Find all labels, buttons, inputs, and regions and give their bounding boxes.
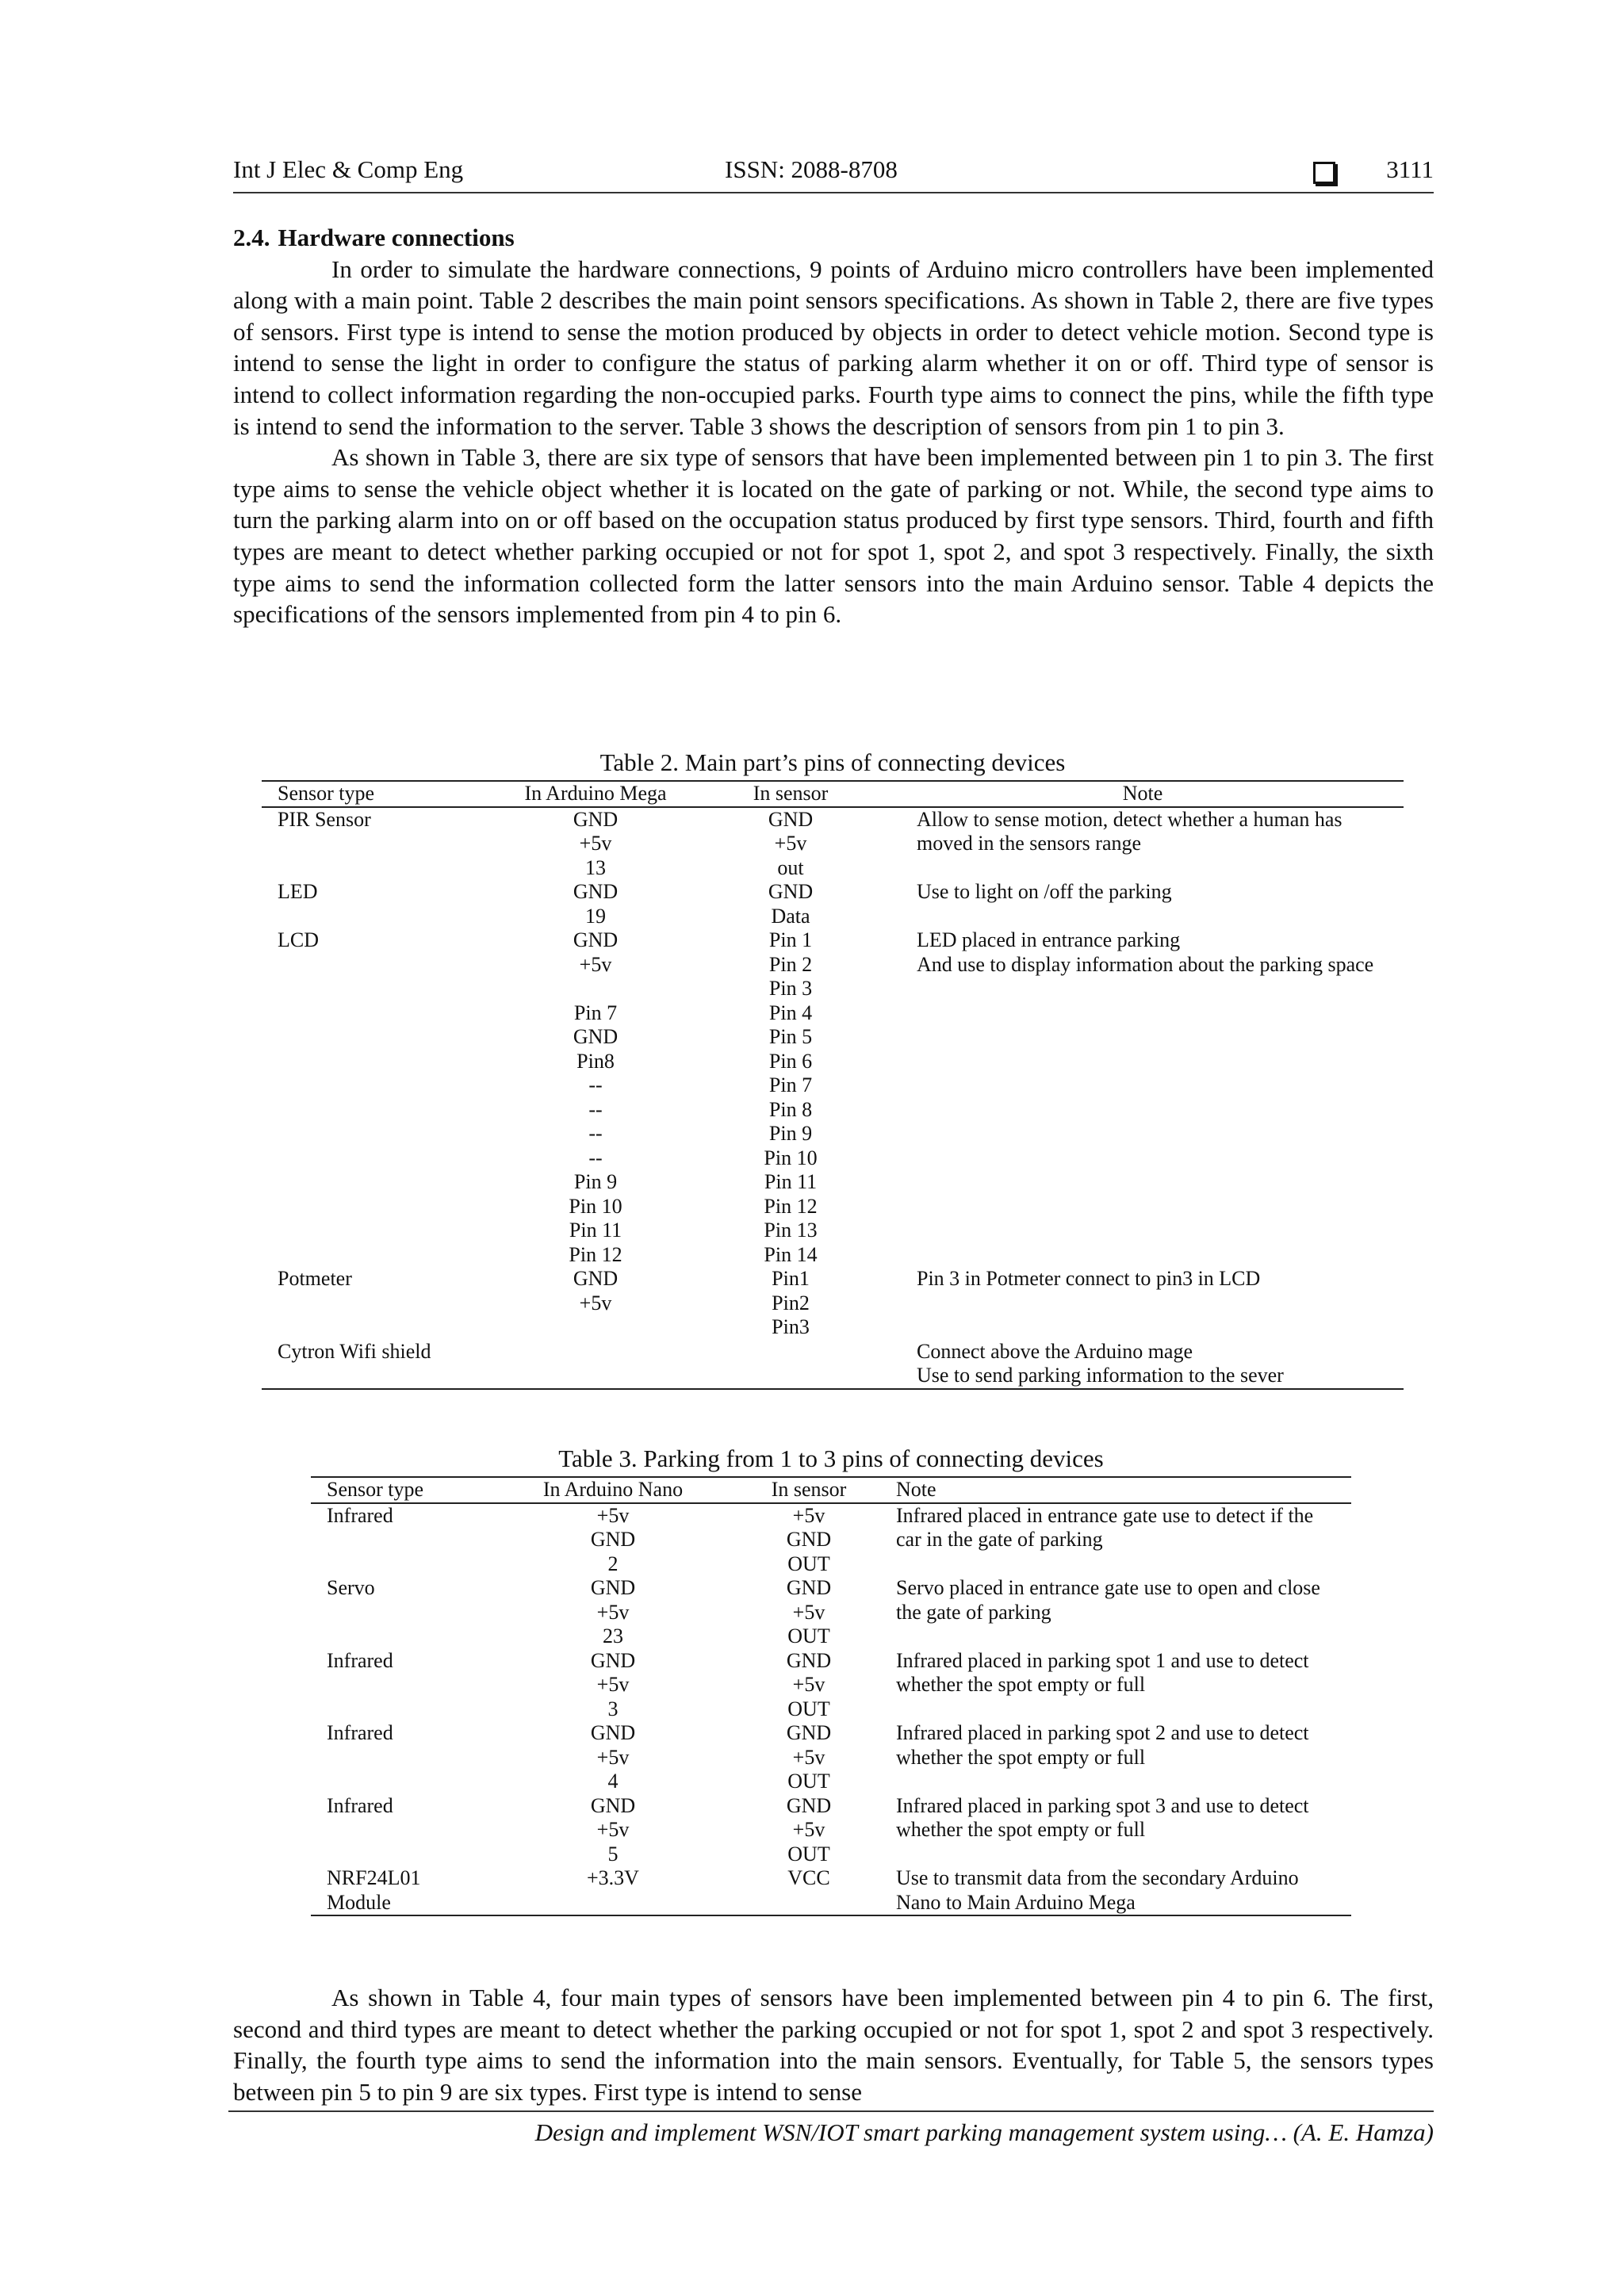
table-cell (262, 1195, 492, 1219)
table-cell: Pin 9 (768, 1122, 813, 1145)
table-cell (879, 1624, 1351, 1649)
table-cell (311, 1552, 487, 1577)
section-number: 2.4. (233, 224, 270, 251)
table-row (311, 1794, 1351, 1819)
table-cell (699, 1340, 882, 1364)
table-cell: +5v (792, 1745, 825, 1769)
table-cell (882, 1098, 1404, 1123)
table-row (311, 1649, 1351, 1674)
table-cell (882, 905, 1404, 929)
table-cell (262, 905, 492, 929)
table-row (262, 1243, 1404, 1268)
table-cell: GND (590, 1648, 636, 1672)
table-cell: whether the spot empty or full (896, 1673, 1146, 1696)
paragraph: As shown in Table 4, four main types of sensors have been implemented between pin 4 to pin 6. The first, second and third types are meant to detect whether the parking occupied or not for spot 1, spot 2 and spot 3 respectively. Finally, the fourth type aims to send the information into the main sensors. Eventually, for Table 5, the sensors types between pin 5 to pin 9 are six types. First type is intend to sense (233, 1984, 1434, 2106)
table-cell: 19 (585, 904, 606, 928)
column-header: Note (896, 1478, 936, 1501)
table-cell: 3 (607, 1697, 619, 1720)
table-cell: Pin 3 (768, 977, 813, 1000)
table-cell: +5v (596, 1745, 630, 1769)
table-cell (882, 1170, 1404, 1195)
table-cell: Module (327, 1890, 391, 1914)
table-row (262, 880, 1404, 905)
table-cell (262, 1073, 492, 1098)
section-title: Hardware connections (278, 224, 515, 251)
table-cell (882, 1219, 1404, 1243)
table-cell: GND (573, 928, 619, 951)
column-header: In Arduino Mega (524, 782, 667, 805)
table-cell: Infrared placed in parking spot 2 and use to detect (896, 1721, 1309, 1744)
table-cell: -- (588, 1097, 603, 1121)
table-cell (262, 1146, 492, 1171)
table-cell: GND (590, 1576, 636, 1599)
table-cell: Pin 11 (764, 1170, 818, 1193)
table-cell: Pin 14 (764, 1242, 818, 1266)
table-cell: Infrared placed in parking spot 1 and use to detect (896, 1648, 1309, 1672)
table-cell: Pin 11 (569, 1219, 622, 1242)
table-cell (262, 1292, 492, 1316)
table-cell (262, 832, 492, 856)
table-cell (311, 1818, 487, 1843)
table-cell: 2 (607, 1552, 619, 1575)
table-cell (262, 856, 492, 881)
table-row (262, 1001, 1404, 1026)
table-cell: Connect above the Arduino mage (917, 1339, 1193, 1363)
table-cell (882, 1292, 1404, 1316)
table-cell (882, 1025, 1404, 1050)
table-cell (262, 1243, 492, 1268)
page-number: 3111 (1386, 155, 1434, 183)
table-row (262, 1340, 1404, 1364)
table-cell: OUT (787, 1552, 830, 1575)
table-cell: Potmeter (278, 1267, 352, 1290)
table-cell: +5v (792, 1818, 825, 1841)
table-row (262, 1098, 1404, 1123)
table-cell: VCC (787, 1866, 830, 1889)
table-cell: +5v (792, 1600, 825, 1624)
table-row (262, 1050, 1404, 1074)
table-cell (882, 1073, 1404, 1098)
section-heading (233, 222, 1434, 254)
table-cell: Pin 13 (764, 1219, 818, 1242)
table-row (262, 1315, 1404, 1340)
table-cell: +5v (596, 1600, 630, 1624)
square-icon (1313, 162, 1335, 184)
table-row (311, 1818, 1351, 1843)
table-cell: whether the spot empty or full (896, 1745, 1146, 1769)
table-cell: GND (573, 1267, 619, 1290)
table-row (311, 1624, 1351, 1649)
table-cell: Infrared (327, 1648, 393, 1672)
table-row (262, 856, 1404, 881)
table-cell: OUT (787, 1624, 830, 1647)
table-cell (882, 856, 1404, 881)
table-cell: Infrared (327, 1793, 393, 1817)
table-cell (487, 1891, 739, 1916)
table-cell: Pin 12 (569, 1242, 622, 1266)
column-header: Sensor type (327, 1478, 424, 1501)
table-row (311, 1843, 1351, 1867)
table-cell: +3.3V (587, 1866, 639, 1889)
table-cell (262, 977, 492, 1001)
table-cell: LCD (278, 928, 319, 951)
table-row (311, 1503, 1351, 1529)
table-cell: PIR Sensor (278, 807, 371, 831)
table-cell: moved in the sensors range (917, 832, 1142, 855)
table-row (311, 1528, 1351, 1552)
column-header: Note (1122, 782, 1163, 805)
table-cell (882, 1001, 1404, 1026)
table-cell (311, 1746, 487, 1770)
table-header-row (262, 781, 1404, 807)
table-row (311, 1576, 1351, 1601)
table-row (262, 1122, 1404, 1146)
table-row (262, 1146, 1404, 1171)
table-cell (311, 1624, 487, 1649)
table-cell: Pin 2 (768, 952, 813, 976)
table-cell: Use to send parking information to the sever (917, 1364, 1284, 1387)
table-row (262, 977, 1404, 1001)
table-cell (262, 1122, 492, 1146)
table-cell: Nano to Main Arduino Mega (896, 1890, 1136, 1914)
table-row (262, 1267, 1404, 1292)
table-header-row (311, 1477, 1351, 1503)
table-cell (882, 1050, 1404, 1074)
table-cell: Pin 12 (764, 1194, 818, 1218)
table-cell: GND (573, 807, 619, 831)
running-header (233, 155, 1434, 193)
table-cell (879, 1843, 1351, 1867)
table-cell: Infrared placed in parking spot 3 and use to detect (896, 1793, 1309, 1817)
table-cell: Pin 7 (573, 1001, 618, 1024)
table-cell: Pin 10 (764, 1146, 818, 1169)
table-cell: GND (590, 1721, 636, 1744)
table-row (311, 1866, 1351, 1891)
table-row (311, 1891, 1351, 1916)
table-cell: 5 (607, 1842, 619, 1866)
table-row (311, 1721, 1351, 1746)
table-cell: LED placed in entrance parking (917, 928, 1181, 951)
table-row (262, 1219, 1404, 1243)
table-cell: +5v (596, 1503, 630, 1527)
table-row (311, 1746, 1351, 1770)
table-cell: Data (771, 904, 810, 928)
table-row (262, 928, 1404, 953)
table-cell: the gate of parking (896, 1600, 1051, 1624)
table-cell: +5v (596, 1818, 630, 1841)
table-cell: +5v (579, 1291, 612, 1314)
table-cell: +5v (596, 1673, 630, 1696)
table-cell (311, 1601, 487, 1625)
table-row (311, 1673, 1351, 1697)
table-cell (262, 1098, 492, 1123)
table-cell (492, 977, 699, 1001)
table-cell: Use to transmit data from the secondary Arduino (896, 1866, 1299, 1889)
table3-caption: Table 3. Parking from 1 to 3 pins of connecting devices (558, 1445, 1104, 1472)
table-cell: +5v (792, 1503, 825, 1527)
table-cell: +5v (792, 1673, 825, 1696)
table-row (262, 807, 1404, 832)
table-cell (882, 1122, 1404, 1146)
table-cell (492, 1340, 699, 1364)
table-cell: GND (590, 1528, 636, 1551)
table-cell: GND (768, 880, 814, 903)
table-cell: Pin 1 (768, 928, 813, 951)
table-row (262, 1025, 1404, 1050)
table-cell (699, 1364, 882, 1389)
table-cell: And use to display information about the parking space (917, 952, 1374, 976)
table-cell: Use to light on /off the parking (917, 880, 1172, 903)
table-cell: Servo (327, 1576, 375, 1599)
section-body (233, 222, 1434, 630)
table-cell: GND (786, 1793, 832, 1817)
table-row (262, 1364, 1404, 1389)
issn: ISSN: 2088-8708 (725, 155, 898, 183)
table-cell: Pin 4 (768, 1001, 813, 1024)
table-cell: Pin 3 in Potmeter connect to pin3 in LCD (917, 1267, 1261, 1290)
table-row (311, 1697, 1351, 1722)
table-cell (882, 1315, 1404, 1340)
table-cell: Infrared (327, 1721, 393, 1744)
table-cell: +5v (579, 952, 612, 976)
table-cell: 4 (607, 1770, 619, 1793)
table-cell (879, 1552, 1351, 1577)
table-cell: GND (786, 1721, 832, 1744)
table3 (311, 1476, 1351, 1916)
table-cell: GND (573, 1025, 619, 1048)
table-cell (262, 1364, 492, 1389)
table-cell: +5v (774, 832, 807, 855)
table-cell: GND (786, 1576, 832, 1599)
journal-name: Int J Elec & Comp Eng (233, 155, 464, 183)
table-cell (311, 1843, 487, 1867)
table-cell (262, 1170, 492, 1195)
table-cell (262, 1219, 492, 1243)
table-cell (262, 1025, 492, 1050)
table-cell: Pin 6 (768, 1049, 813, 1073)
table-cell: car in the gate of parking (896, 1528, 1103, 1551)
table-cell: whether the spot empty or full (896, 1818, 1146, 1841)
table-cell: Pin2 (772, 1291, 810, 1314)
table-cell: LED (278, 880, 318, 903)
table-cell: Pin8 (576, 1049, 615, 1073)
table-cell: OUT (787, 1770, 830, 1793)
table-cell (882, 977, 1404, 1001)
table-cell: Pin1 (772, 1267, 810, 1290)
table-cell (492, 1364, 699, 1389)
table-cell: 23 (603, 1624, 623, 1647)
table-row (262, 1073, 1404, 1098)
table-cell: +5v (579, 832, 612, 855)
table-row (311, 1770, 1351, 1794)
table-cell (879, 1697, 1351, 1722)
table-row (262, 1170, 1404, 1195)
table-cell: NRF24L01 (327, 1866, 421, 1889)
table-cell (882, 1243, 1404, 1268)
table-cell (492, 1315, 699, 1340)
table-row (262, 1292, 1404, 1316)
table2-caption: Table 2. Main part’s pins of connecting devices (599, 748, 1066, 776)
table-cell (739, 1891, 879, 1916)
column-header: In sensor (771, 1478, 847, 1501)
table-cell (262, 1001, 492, 1026)
table-cell: -- (588, 1073, 603, 1096)
table-cell (262, 1315, 492, 1340)
table-row (262, 1195, 1404, 1219)
table-cell (262, 1050, 492, 1074)
table-cell: Pin 5 (768, 1025, 813, 1048)
table-cell: 13 (585, 855, 606, 879)
table-cell (879, 1770, 1351, 1794)
table-cell: GND (786, 1648, 832, 1672)
table-row (262, 832, 1404, 856)
table-cell: out (777, 855, 804, 879)
table2 (262, 780, 1404, 1390)
table-cell: Cytron Wifi shield (278, 1339, 431, 1363)
table-cell: OUT (787, 1842, 830, 1866)
table-cell (311, 1673, 487, 1697)
running-footer (228, 2110, 1434, 2146)
table-cell: -- (588, 1146, 603, 1169)
table-cell (311, 1697, 487, 1722)
table-cell: Allow to sense motion, detect whether a human has (917, 807, 1342, 831)
table-row (311, 1552, 1351, 1577)
column-header: In Arduino Nano (542, 1478, 684, 1501)
table-cell (882, 1195, 1404, 1219)
table-row (311, 1601, 1351, 1625)
table-cell: Infrared (327, 1503, 393, 1527)
footer-text: Design and implement WSN/IOT smart parking management system using… (A. E. Hamza) (534, 2118, 1434, 2146)
table-cell: Pin 10 (569, 1194, 622, 1218)
table-row (262, 953, 1404, 978)
table-row (262, 905, 1404, 929)
paragraph: In order to simulate the hardware connections, 9 points of Arduino micro controllers have been implemented along with a main point. Table 2 describes the main point sensors specifications. As shown in Table 2, there are five types of sensors. First type is intend to sense the motion produced by objects in order to detect vehicle motion. Second type is intend to sense the light in order to configure the status of parking alarm whether it on or off. Third type of sensor is intend to collect information regarding the non-occupied parks. Fourth type aims to connect the pins, while the fifth type is intend to send the information to the server. Table 3 shows the description of sensors from pin 1 to pin 3. (233, 254, 1434, 440)
table-cell: GND (590, 1793, 636, 1817)
table-cell (262, 953, 492, 978)
column-header: Sensor type (278, 782, 375, 805)
table-cell: Pin3 (772, 1315, 810, 1338)
table-cell (311, 1770, 487, 1794)
table-cell: OUT (787, 1697, 830, 1720)
column-header: In sensor (753, 782, 829, 805)
paragraph: As shown in Table 3, there are six type of sensors that have been implemented between pin 1 to pin 3. The first type aims to sense the vehicle object whether it is located on the gate of parking or not. While, the second type aims to turn the parking alarm into on or off based on the occupation status produced by first type sensors. Third, fourth and fifth types are meant to detect whether parking occupied or not for spot 1, spot 2, and spot 3 respectively. Finally, the sixth type aims to send the information collected form the latter sensors into the main Arduino sensor. Table 4 depicts the specifications of the sensors implemented from pin 4 to pin 6. (233, 443, 1434, 629)
table-cell: Pin 7 (768, 1073, 813, 1096)
table-cell: GND (768, 807, 814, 831)
table-cell: Servo placed in entrance gate use to open and close (896, 1576, 1320, 1599)
table-cell: Pin 9 (573, 1170, 618, 1193)
table-cell: GND (573, 880, 619, 903)
table-cell: Pin 8 (768, 1097, 813, 1121)
table-cell: GND (786, 1528, 832, 1551)
table-cell (882, 1146, 1404, 1171)
table-cell: Infrared placed in entrance gate use to detect if the (896, 1503, 1314, 1527)
table-cell (311, 1528, 487, 1552)
closing-body (233, 1982, 1434, 2107)
table-cell: -- (588, 1122, 603, 1145)
